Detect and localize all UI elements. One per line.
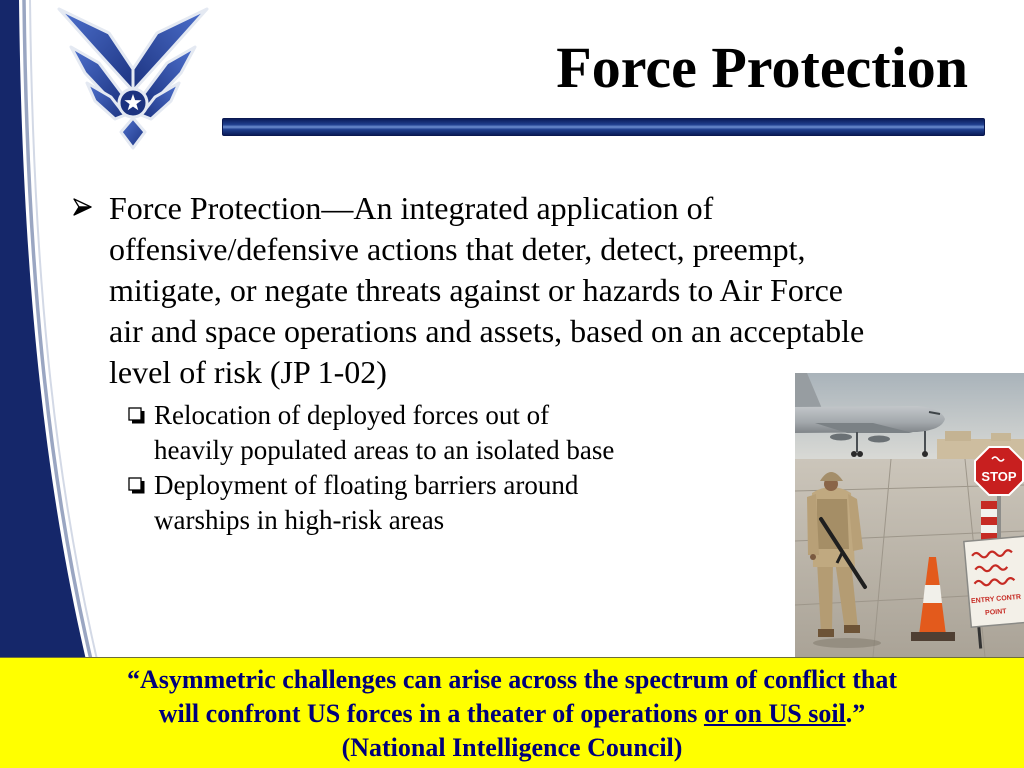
main-bullet-line: air and space operations and assets, based on an acceptable — [109, 313, 865, 349]
main-bullet-line: offensive/defensive actions that deter, detect, preempt, — [109, 231, 806, 267]
entry-sign-text: ENTRY CONTR — [970, 593, 1022, 606]
stop-sign-text: STOP — [981, 469, 1017, 484]
quote-line-1: “Asymmetric challenges can arise across the spectrum of conflict that — [127, 665, 897, 694]
checkpoint-photo-image — [795, 373, 1024, 657]
arrowhead-bullet-icon — [72, 197, 92, 217]
quote-attribution: (National Intelligence Council) — [341, 733, 683, 762]
stop-sign — [975, 447, 1023, 495]
main-bullet-line: mitigate, or negate threats against or hazards to Air Force — [109, 272, 843, 308]
shadowed-square-bullet-icon — [128, 407, 146, 425]
sub-bullet-line: Deployment of floating barriers around — [154, 470, 579, 500]
air-force-symbol-icon — [55, 5, 211, 151]
quote-text: will confront US forces in a theater of operations — [158, 699, 704, 728]
title-underline-bar — [222, 118, 985, 136]
main-bullet-line: level of risk (JP 1-02) — [109, 354, 387, 390]
soldier-shadow — [813, 638, 881, 648]
main-bullet-line: Force Protection—An integrated application of — [109, 190, 714, 226]
sub-bullet-relocation — [154, 398, 614, 468]
logo-diamond — [121, 118, 145, 148]
main-bullet-text — [109, 188, 864, 393]
quote-underlined-text: or on US soil — [703, 699, 846, 728]
quote-line-2 — [0, 697, 1024, 731]
entry-sign-text: POINT — [984, 608, 1007, 617]
quote-text: .” — [845, 699, 866, 728]
quote-box — [0, 657, 1024, 768]
sub-bullet-line: heavily populated areas to an isolated base — [154, 435, 615, 465]
slide-title: Force Protection — [556, 35, 968, 100]
checkpoint-photo — [795, 373, 1024, 657]
sub-bullet-barriers — [154, 468, 578, 538]
sub-bullet-line: Relocation of deployed forces out of — [154, 400, 550, 430]
shadowed-square-bullet-icon — [128, 477, 146, 495]
sub-bullet-line: warships in high-risk areas — [154, 505, 445, 535]
